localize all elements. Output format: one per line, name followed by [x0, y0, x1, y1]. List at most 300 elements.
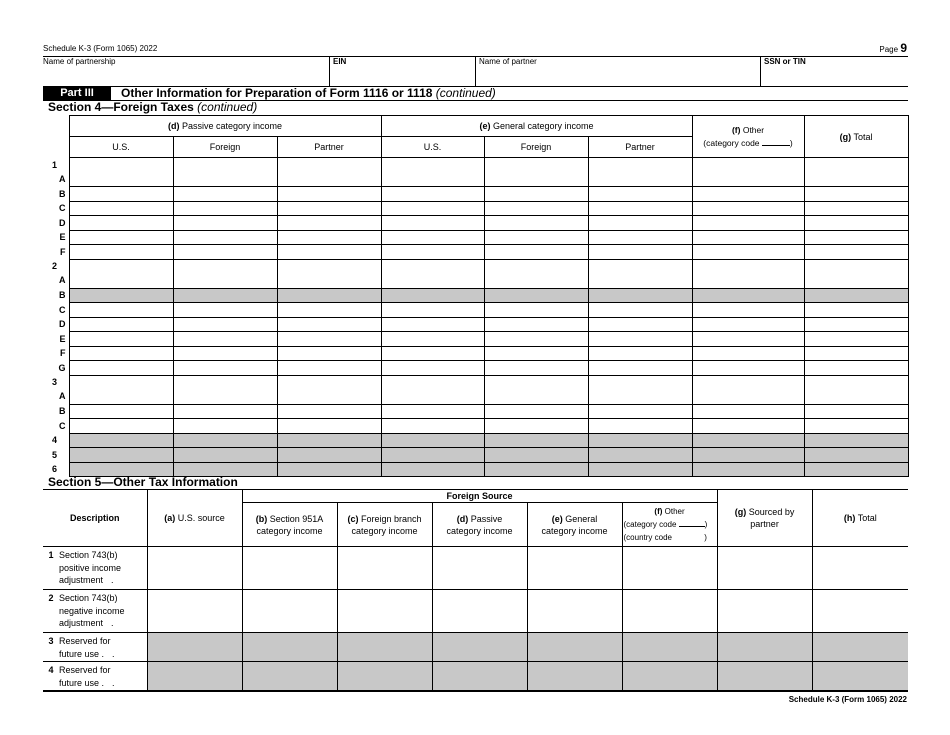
line-letter: B [59, 290, 66, 300]
amount-cell[interactable] [692, 259, 804, 288]
amount-cell[interactable] [381, 346, 484, 361]
col-f-category-label: (category code [623, 520, 677, 529]
description-text [59, 549, 121, 587]
col-g-label: Sourced by [748, 507, 795, 517]
amount-cell[interactable] [484, 375, 588, 404]
amount-cell[interactable] [173, 346, 277, 361]
amount-cell[interactable] [588, 245, 692, 260]
amount-cell[interactable] [527, 547, 622, 590]
amount-cell[interactable] [804, 419, 908, 434]
col-a-header [147, 490, 242, 547]
description-line [59, 562, 121, 575]
amount-cell[interactable] [277, 419, 381, 434]
table-row [43, 433, 908, 448]
part-title [121, 86, 496, 100]
amount-cell[interactable] [622, 547, 717, 590]
amount-cell[interactable] [692, 419, 804, 434]
amount-cell[interactable] [381, 332, 484, 347]
amount-cell[interactable] [147, 547, 242, 590]
description-line [59, 574, 121, 587]
table-row [43, 404, 908, 419]
table-row [43, 633, 908, 662]
ssn-label: SSN or TIN [764, 57, 806, 66]
amount-cell [432, 633, 527, 662]
partnership-name-field[interactable] [43, 58, 329, 84]
amount-cell[interactable] [69, 361, 173, 376]
amount-cell[interactable] [692, 361, 804, 376]
line-number [43, 288, 69, 303]
description-line-text: Section 743(b) [59, 550, 118, 560]
amount-cell[interactable] [69, 187, 173, 202]
footer-form-reference: Schedule K-3 (Form 1065) 2022 [788, 695, 907, 704]
amount-cell [173, 448, 277, 463]
section5-rows [43, 547, 908, 691]
amount-cell[interactable] [692, 216, 804, 231]
amount-cell[interactable] [381, 303, 484, 318]
amount-cell[interactable] [277, 346, 381, 361]
amount-cell[interactable] [484, 216, 588, 231]
line-number-value: 3 [52, 377, 58, 387]
col-e-header [381, 116, 692, 137]
amount-cell [804, 462, 908, 477]
amount-cell[interactable] [692, 303, 804, 318]
line-number [43, 303, 69, 318]
col-b-header [242, 503, 337, 547]
amount-cell[interactable] [69, 259, 173, 288]
amount-cell[interactable] [173, 245, 277, 260]
foreign-source-header: Foreign Source [242, 490, 717, 503]
table-row [43, 361, 908, 376]
amount-cell[interactable] [173, 216, 277, 231]
amount-cell[interactable] [484, 419, 588, 434]
col-f-close: ) [789, 138, 793, 148]
amount-cell[interactable] [804, 201, 908, 216]
col-f-header [622, 503, 717, 547]
partner-name-field[interactable] [476, 66, 760, 84]
amount-cell[interactable] [692, 245, 804, 260]
table-row [43, 547, 908, 590]
amount-cell[interactable] [692, 230, 804, 245]
amount-cell[interactable] [692, 317, 804, 332]
description-line [59, 677, 115, 690]
partner-name-label: Name of partner [479, 57, 537, 66]
amount-cell[interactable] [173, 361, 277, 376]
amount-cell [277, 462, 381, 477]
amount-cell [622, 633, 717, 662]
description-line-text: adjustment [59, 575, 104, 585]
amount-cell[interactable] [692, 158, 804, 187]
col-f-close: ) [704, 533, 707, 542]
col-b-line2: category income [256, 525, 323, 536]
amount-cell[interactable] [484, 332, 588, 347]
amount-cell [337, 633, 432, 662]
description-line-text: Reserved for [59, 665, 111, 675]
sub-header-foreign: Foreign [484, 137, 588, 158]
amount-cell[interactable] [69, 158, 173, 187]
amount-cell[interactable] [277, 230, 381, 245]
col-a-label: U.S. source [177, 513, 225, 523]
amount-cell[interactable] [173, 230, 277, 245]
amount-cell[interactable] [381, 158, 484, 187]
line-letter: A [59, 275, 66, 285]
col-f-letter: (f) [731, 125, 741, 135]
amount-cell[interactable] [69, 375, 173, 404]
description-text [59, 592, 125, 630]
amount-cell[interactable] [484, 303, 588, 318]
amount-cell[interactable] [432, 547, 527, 590]
line-number-value: 6 [52, 464, 58, 474]
amount-cell[interactable] [588, 201, 692, 216]
amount-cell[interactable] [692, 346, 804, 361]
col-f-header [692, 116, 804, 158]
row-description [43, 633, 147, 662]
description-line-text: Section 743(b) [59, 593, 118, 603]
table-row [43, 662, 908, 691]
amount-cell[interactable] [381, 375, 484, 404]
line-number [43, 158, 69, 187]
amount-cell[interactable] [381, 404, 484, 419]
col-e-label: General [565, 513, 598, 524]
amount-cell[interactable] [381, 419, 484, 434]
amount-cell[interactable] [381, 187, 484, 202]
amount-cell [804, 288, 908, 303]
line-number [43, 419, 69, 434]
amount-cell[interactable] [242, 590, 337, 633]
amount-cell[interactable] [804, 317, 908, 332]
amount-cell[interactable] [484, 404, 588, 419]
description-line-text: Reserved for [59, 636, 111, 646]
amount-cell[interactable] [173, 187, 277, 202]
amount-cell[interactable] [812, 547, 908, 590]
amount-cell[interactable] [804, 245, 908, 260]
col-g-line1 [718, 506, 812, 518]
line-number [43, 448, 69, 463]
category-code-field[interactable] [762, 138, 790, 146]
amount-cell[interactable] [337, 590, 432, 633]
col-c-line1 [338, 513, 432, 525]
line-number [43, 361, 69, 376]
description-line-text: positive income [59, 562, 122, 573]
amount-cell [381, 288, 484, 303]
row-description [43, 547, 147, 590]
amount-cell[interactable] [804, 375, 908, 404]
amount-cell [277, 448, 381, 463]
col-f-title [623, 505, 717, 518]
amount-cell[interactable] [804, 361, 908, 376]
amount-cell[interactable] [277, 375, 381, 404]
line-number: 3 [48, 636, 54, 646]
amount-cell[interactable] [277, 158, 381, 187]
amount-cell[interactable] [588, 158, 692, 187]
amount-cell[interactable] [484, 158, 588, 187]
amount-cell[interactable] [588, 346, 692, 361]
amount-cell [588, 448, 692, 463]
amount-cell[interactable] [173, 404, 277, 419]
bottom-rule [43, 690, 908, 692]
line-number: 1 [48, 550, 54, 560]
amount-cell[interactable] [692, 201, 804, 216]
col-g-letter: (g) [839, 131, 852, 142]
line-letter: E [59, 333, 66, 344]
amount-cell[interactable] [588, 216, 692, 231]
amount-cell[interactable] [337, 547, 432, 590]
amount-cell[interactable] [173, 332, 277, 347]
amount-cell [69, 433, 173, 448]
amount-cell[interactable] [381, 361, 484, 376]
amount-cell[interactable] [173, 201, 277, 216]
line-letter: B [59, 188, 66, 199]
amount-cell[interactable] [69, 303, 173, 318]
col-e-label: General category income [493, 121, 594, 131]
amount-cell[interactable] [588, 230, 692, 245]
col-f-category-code [623, 518, 717, 531]
amount-cell [692, 462, 804, 477]
col-a-letter: (a) [164, 513, 176, 523]
country-code-field[interactable] [674, 533, 704, 540]
col-e-header [527, 503, 622, 547]
amount-cell[interactable] [717, 547, 812, 590]
amount-cell[interactable] [69, 230, 173, 245]
col-f-category-code [693, 138, 804, 148]
amount-cell[interactable] [588, 303, 692, 318]
table-row [43, 346, 908, 361]
amount-cell[interactable] [173, 317, 277, 332]
amount-cell[interactable] [381, 230, 484, 245]
description-line-text: negative income [59, 605, 125, 616]
amount-cell[interactable] [173, 419, 277, 434]
amount-cell[interactable] [804, 332, 908, 347]
line-number [43, 230, 69, 245]
amount-cell [804, 448, 908, 463]
amount-cell[interactable] [588, 361, 692, 376]
amount-cell[interactable] [69, 419, 173, 434]
amount-cell[interactable] [588, 404, 692, 419]
amount-cell[interactable] [147, 590, 242, 633]
ein-field[interactable] [330, 66, 475, 84]
amount-cell[interactable] [277, 259, 381, 288]
ssn-field[interactable] [761, 66, 908, 84]
col-f-country-code [623, 531, 717, 544]
section4-title [48, 100, 257, 114]
col-f-title [693, 125, 804, 135]
amount-cell[interactable] [69, 332, 173, 347]
amount-cell [588, 462, 692, 477]
line-number-value: 5 [52, 449, 58, 460]
amount-cell [527, 633, 622, 662]
amount-cell[interactable] [277, 332, 381, 347]
amount-cell [173, 288, 277, 303]
amount-cell[interactable] [69, 201, 173, 216]
amount-cell [173, 433, 277, 448]
col-g-header [717, 490, 812, 547]
amount-cell[interactable] [381, 216, 484, 231]
amount-cell[interactable] [484, 230, 588, 245]
amount-cell[interactable] [692, 404, 804, 419]
amount-cell[interactable] [484, 346, 588, 361]
line-number: 2 [48, 593, 54, 603]
sub-header-us: U.S. [69, 137, 173, 158]
part-title-text: Other Information for Preparation of Form 1116 or 1118 [121, 86, 433, 100]
line-number [43, 187, 69, 202]
line-letter: C [59, 420, 66, 431]
amount-cell [381, 462, 484, 477]
section4-rows [43, 158, 908, 477]
amount-cell[interactable] [173, 158, 277, 187]
line-number-value: 2 [52, 261, 58, 271]
amount-cell[interactable] [484, 317, 588, 332]
category-code-field[interactable] [679, 519, 705, 527]
amount-cell[interactable] [484, 259, 588, 288]
table-row [43, 448, 908, 463]
line-letter: A [59, 391, 66, 401]
amount-cell[interactable] [588, 187, 692, 202]
table-row [43, 288, 908, 303]
amount-cell [804, 433, 908, 448]
amount-cell[interactable] [277, 361, 381, 376]
row-description [43, 662, 147, 691]
amount-cell[interactable] [69, 216, 173, 231]
page-number: 9 [900, 41, 907, 55]
amount-cell[interactable] [588, 419, 692, 434]
amount-cell[interactable] [69, 404, 173, 419]
table-row [43, 375, 908, 404]
amount-cell[interactable] [804, 230, 908, 245]
amount-cell[interactable] [277, 201, 381, 216]
amount-cell[interactable] [484, 245, 588, 260]
sub-header-partner: Partner [277, 137, 381, 158]
amount-cell[interactable] [484, 361, 588, 376]
line-letter: D [59, 217, 66, 228]
amount-cell [812, 633, 908, 662]
amount-cell[interactable] [69, 245, 173, 260]
line-number [43, 317, 69, 332]
amount-cell[interactable] [804, 303, 908, 318]
line-number [43, 433, 69, 448]
table-row [43, 158, 908, 187]
amount-cell[interactable] [277, 303, 381, 318]
table-row [43, 201, 908, 216]
table-row [43, 590, 908, 633]
amount-cell[interactable] [588, 317, 692, 332]
amount-cell[interactable] [692, 332, 804, 347]
amount-cell[interactable] [804, 259, 908, 288]
col-e-line1 [528, 513, 622, 525]
amount-cell[interactable] [69, 346, 173, 361]
amount-cell[interactable] [242, 547, 337, 590]
amount-cell [692, 433, 804, 448]
amount-cell [812, 662, 908, 691]
amount-cell[interactable] [381, 201, 484, 216]
description-text [59, 664, 115, 689]
amount-cell[interactable] [484, 187, 588, 202]
amount-cell[interactable] [432, 590, 527, 633]
line-number-value: 1 [52, 159, 58, 170]
col-d-line1 [433, 513, 527, 525]
amount-cell[interactable] [381, 259, 484, 288]
amount-cell[interactable] [804, 187, 908, 202]
table-row [43, 259, 908, 288]
leader-dots: . [111, 575, 114, 585]
amount-cell [588, 288, 692, 303]
amount-cell[interactable] [277, 317, 381, 332]
amount-cell [147, 633, 242, 662]
col-b-letter: (b) [255, 513, 268, 524]
section4-header-table [43, 115, 909, 158]
section4-body-table [43, 157, 909, 477]
line-letter: C [59, 304, 66, 315]
amount-cell[interactable] [484, 201, 588, 216]
amount-cell[interactable] [277, 187, 381, 202]
amount-cell[interactable] [812, 590, 908, 633]
table-row [43, 187, 908, 202]
row-description [43, 590, 147, 633]
page-label: Page [879, 45, 899, 54]
col-h-label: Total [857, 513, 877, 523]
col-d-line2: category income [446, 525, 513, 536]
amount-cell[interactable] [173, 303, 277, 318]
ein-label: EIN [333, 57, 347, 66]
amount-cell[interactable] [381, 317, 484, 332]
amount-cell[interactable] [804, 346, 908, 361]
amount-cell[interactable] [588, 259, 692, 288]
table-row [43, 303, 908, 318]
amount-cell[interactable] [588, 332, 692, 347]
leader-dots: . [112, 677, 115, 688]
amount-cell [69, 448, 173, 463]
amount-cell [717, 662, 812, 691]
amount-cell [692, 288, 804, 303]
description-text [59, 635, 115, 660]
amount-cell[interactable] [69, 317, 173, 332]
col-c-letter: (c) [347, 513, 359, 524]
description-line [59, 664, 115, 677]
line-number [43, 245, 69, 260]
amount-cell[interactable] [622, 590, 717, 633]
col-f-country-label: (country code [623, 533, 672, 542]
amount-cell[interactable] [692, 375, 804, 404]
description-line [59, 549, 121, 562]
line-letter: D [59, 319, 66, 329]
col-g-letter: (g) [734, 507, 747, 517]
line-number [43, 201, 69, 216]
sub-header-us: U.S. [381, 137, 484, 158]
page-indicator [879, 41, 907, 55]
amount-cell [277, 288, 381, 303]
col-d-header [432, 503, 527, 547]
amount-cell[interactable] [588, 375, 692, 404]
amount-cell[interactable] [717, 590, 812, 633]
col-f-label: Other [664, 507, 685, 516]
amount-cell[interactable] [277, 404, 381, 419]
amount-cell[interactable] [277, 216, 381, 231]
part-title-suffix: (continued) [435, 86, 496, 100]
amount-cell[interactable] [527, 590, 622, 633]
amount-cell[interactable] [173, 259, 277, 288]
amount-cell [147, 662, 242, 691]
amount-cell[interactable] [804, 404, 908, 419]
amount-cell[interactable] [692, 187, 804, 202]
amount-cell[interactable] [173, 375, 277, 404]
col-e-letter: (e) [479, 121, 491, 131]
amount-cell[interactable] [804, 158, 908, 187]
amount-cell[interactable] [381, 245, 484, 260]
section5-title: Section 5—Other Tax Information [48, 475, 238, 489]
amount-cell[interactable] [277, 245, 381, 260]
section5-table [43, 489, 908, 691]
amount-cell [717, 633, 812, 662]
col-f-close: ) [704, 520, 708, 529]
amount-cell[interactable] [804, 216, 908, 231]
